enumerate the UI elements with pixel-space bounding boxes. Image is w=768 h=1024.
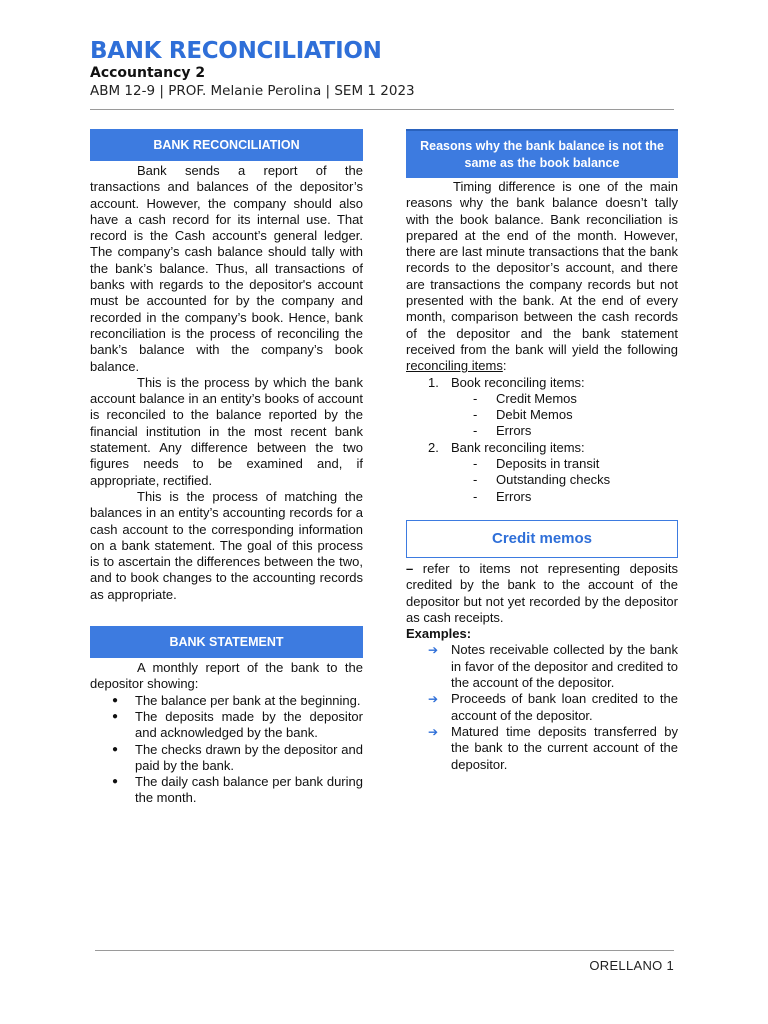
- example-text: Matured time deposits transferred by the bank to the current account of the depositor.: [451, 723, 678, 772]
- list-item: - Deposits in transit: [473, 456, 678, 472]
- credit-dash: –: [406, 560, 414, 576]
- list-item: [428, 724, 678, 773]
- reasons-text: Timing difference is one of the main reasons why the bank balance doesn’t tally with the book balance. Bank reconciliation is prepared at the end of the month. However, there are last minute transactions that the bank records to the depositor’s account, and there are transactions the company records but not presented with the bank. At the end of every month, comparison between the cash records of the depositor and the bank statement received from the bank will yield the following: [406, 179, 678, 357]
- example-text: Proceeds of bank loan credited to the account of the depositor.: [451, 691, 678, 723]
- list-item: - Errors: [473, 423, 678, 439]
- section-banner-reasons: Reasons why the bank balance is not the same as the book balance: [406, 129, 678, 178]
- footer-divider: [95, 950, 674, 951]
- arrow-right-icon: ➔: [428, 643, 439, 658]
- list-item: [428, 375, 678, 440]
- list-label: Book reconciling items:: [451, 374, 585, 390]
- credit-memo-examples: [406, 642, 678, 772]
- course-meta: ABM 12-9 | PROF. Melanie Perolina | SEM 1 2023: [90, 83, 415, 99]
- reconciling-items-term: reconciling items: [406, 358, 503, 374]
- list-item: ● The balance per bank at the beginning.: [112, 693, 363, 709]
- left-column: [90, 129, 363, 807]
- section-banner-bank-statement: BANK STATEMENT: [90, 626, 363, 658]
- arrow-right-icon: ➔: [428, 692, 439, 707]
- list-item: - Errors: [473, 489, 678, 505]
- page-title: BANK RECONCILIATION: [90, 38, 382, 64]
- list-number: 1.: [428, 374, 439, 390]
- bank-reconciling-items: [451, 456, 678, 505]
- reconciling-items-list: [406, 375, 678, 505]
- page-footer: ORELLANO 1: [589, 958, 674, 973]
- paragraph-bank-reconciliation-3: This is the process of matching the balances in an entity’s accounting records for a cash account to the corresponding information on a bank statement. The goal of this process is to ascertain the differences between the two, and to book changes to the accounting records as appropriate.: [90, 488, 363, 602]
- examples-label: Examples:: [406, 626, 472, 642]
- list-item: - Outstanding checks: [473, 472, 678, 488]
- credit-definition: refer to items not representing deposits credited by the bank to the account of the depositor but not yet recorded by the depositor as cash receipts.: [406, 560, 678, 625]
- arrow-right-icon: ➔: [428, 724, 439, 739]
- list-item: [428, 440, 678, 505]
- list-item: - Debit Memos: [473, 407, 678, 423]
- example-text: Notes receivable collected by the bank in favor of the depositor and credited to the account of the depositor.: [451, 642, 678, 691]
- book-reconciling-items: [451, 391, 678, 440]
- list-item: [428, 642, 678, 691]
- paragraph-reasons: [406, 179, 678, 375]
- paragraph-credit-memos: [406, 561, 678, 626]
- list-item: ● The daily cash balance per bank during the month.: [112, 774, 363, 807]
- paragraph-bank-reconciliation-1: Bank sends a report of the transactions and balances of the depositor’s account. However, the company should also have a cash record for its internal use. That record is the Cash account’s general ledger. The company’s cash balance should tally with the bank’s balance. Thus, all transactions of banks with regards to the depositor's account must be accounted for by the company and recorded in the company’s book. Hence, bank reconciliation is the process of reconciling the bank’s balance with the company’s book balance.: [90, 163, 363, 374]
- reasons-colon: :: [502, 358, 507, 374]
- credit-memos-heading: Credit memos: [406, 520, 678, 558]
- list-item: ● The checks drawn by the depositor and paid by the bank.: [112, 742, 363, 775]
- list-item: [428, 691, 678, 724]
- header-divider: [90, 109, 674, 110]
- course-subtitle: Accountancy 2: [90, 65, 206, 81]
- page-header: [90, 38, 680, 100]
- list-label: Bank reconciling items:: [451, 439, 585, 455]
- section-banner-bank-reconciliation: BANK RECONCILIATION: [90, 129, 363, 161]
- paragraph-bank-statement: A monthly report of the bank to the depositor showing:: [90, 660, 363, 692]
- list-item: - Credit Memos: [473, 391, 678, 407]
- bank-statement-list: [90, 693, 363, 807]
- list-number: 2.: [428, 439, 439, 455]
- list-item: ● The deposits made by the depositor and acknowledged by the bank.: [112, 709, 363, 742]
- right-column: [406, 129, 678, 773]
- paragraph-bank-reconciliation-2: This is the process by which the bank account balance in an entity’s books of account is reconciled to the balance reported by the financial institution in the most recent bank statement. Any difference between the two figures needs to be examined and, if appropriate, rectified.: [90, 374, 363, 488]
